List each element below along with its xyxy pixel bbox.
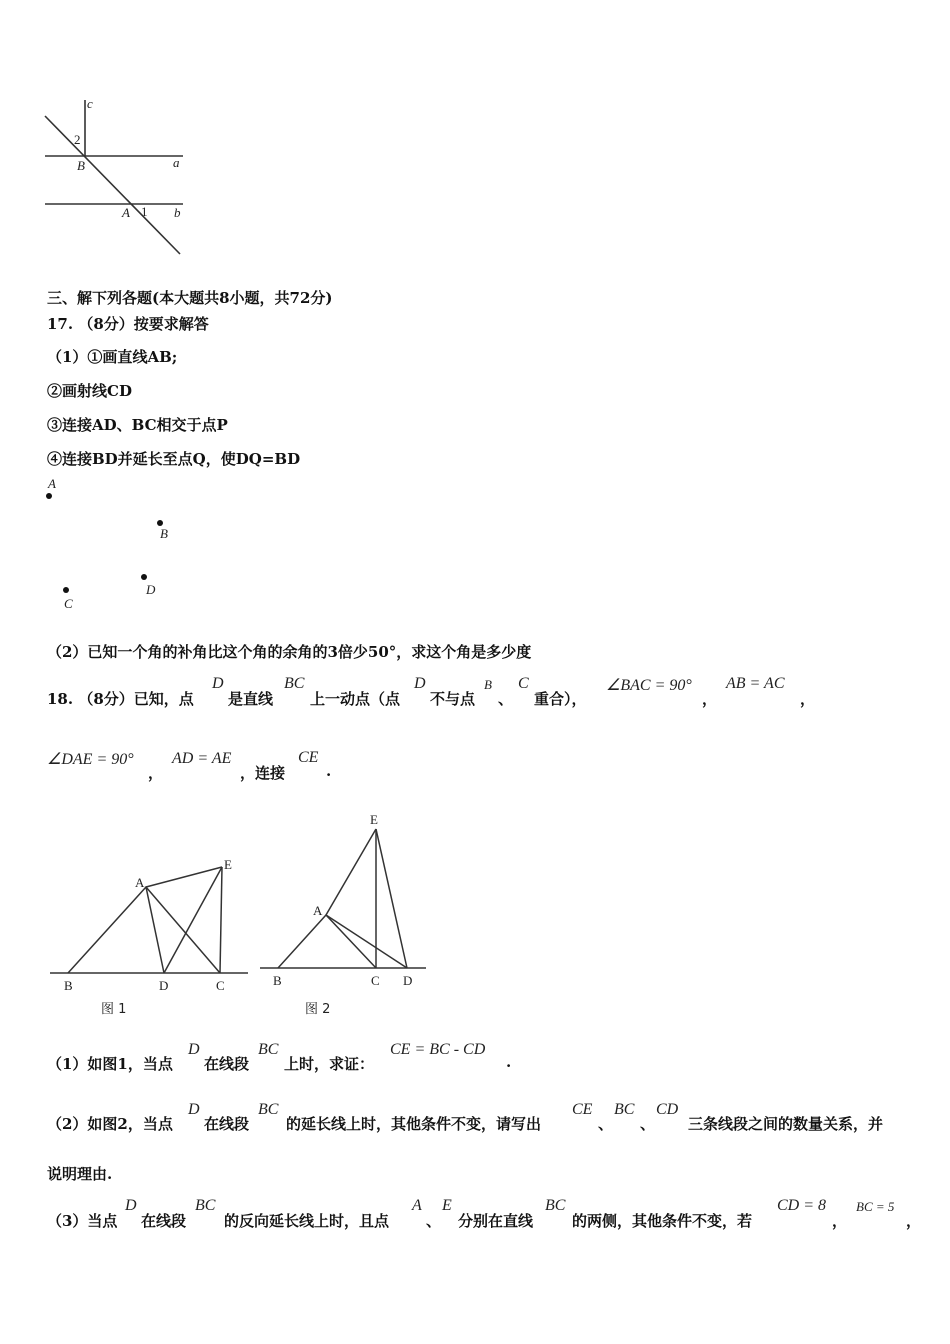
q17-step-1: （1）①画直线AB; xyxy=(47,348,178,366)
fig2-label-E: E xyxy=(370,812,378,827)
q17-part-2: （2）已知一个角的补角比这个角的余角的3倍少50°，求这个角是多少度 xyxy=(47,643,532,661)
q18-part2-mid: 的延长线上时，其他条件不变，请写出 xyxy=(286,1115,542,1133)
fig1-caption: 图 1 xyxy=(101,1002,127,1017)
q18-part3-cd-value: CD = 8 xyxy=(777,1197,827,1214)
q18-title: 18. （8分）已知，点 xyxy=(47,690,194,708)
q18-is-on-line: 是直线 xyxy=(228,690,274,708)
q18-part3-on-segment: 在线段 xyxy=(141,1212,187,1230)
q18-comma-2: ， xyxy=(800,690,816,708)
q18-part2-prefix: （2）如图2，当点 xyxy=(47,1115,173,1133)
fig2-label-A: A xyxy=(313,903,323,918)
q18-part3-var-D: D xyxy=(125,1197,137,1214)
q18-part3-var-E: E xyxy=(442,1197,452,1214)
q18-part2-var-BC-2: BC xyxy=(614,1101,635,1118)
point-D-label: D xyxy=(146,582,156,597)
fig1-label-C: C xyxy=(216,978,225,993)
q18-part1-on-segment: 在线段 xyxy=(204,1055,250,1073)
q18-part1-var-BC: BC xyxy=(258,1041,279,1058)
point-A-label: A xyxy=(48,476,56,491)
q18-connect: ，连接 xyxy=(240,764,286,782)
point-B-label: B xyxy=(160,526,168,541)
q18-part3-var-BC-2: BC xyxy=(545,1197,566,1214)
fig2-caption: 图 2 xyxy=(305,1002,331,1017)
q18-part3-bc-value: BC = 5 xyxy=(856,1199,895,1214)
label-B: B xyxy=(77,158,85,173)
fig1-label-A: A xyxy=(135,875,145,890)
q18-part1-mid: 上时，求证： xyxy=(284,1055,375,1073)
fig1-label-E: E xyxy=(224,857,232,872)
q18-part2-on-segment: 在线段 xyxy=(204,1115,250,1133)
q18-part2-var-D: D xyxy=(188,1101,200,1118)
q18-ad-ae: AD = AE xyxy=(172,750,232,767)
fig2-seg-AE xyxy=(326,829,376,915)
q18-var-B: B xyxy=(484,677,492,692)
fig2-seg-AD xyxy=(326,915,407,968)
q18-part1-prefix: （1）如图1，当点 xyxy=(47,1055,173,1073)
q18-part2-end: 三条线段之间的数量关系，并 xyxy=(688,1115,884,1133)
q18-var-CE: CE xyxy=(298,749,319,766)
fig2-triangle xyxy=(278,915,376,968)
q18-var-D-2: D xyxy=(414,675,426,692)
q18-part3-comma-1: ， xyxy=(832,1212,848,1230)
q18-ab-ac: AB = AC xyxy=(726,675,785,692)
q17-step-3: ③连接AD、BC相交于点P xyxy=(47,416,228,434)
fig2-label-D: D xyxy=(403,973,413,988)
label-a: a xyxy=(173,155,180,170)
q18-dun-1: 、 xyxy=(498,690,514,708)
q18-part2-var-CD: CD xyxy=(656,1101,679,1118)
q18-part2-var-CE: CE xyxy=(572,1101,593,1118)
q18-coincide: 重合）， xyxy=(534,690,587,708)
fig2-label-C: C xyxy=(371,973,380,988)
q18-moving-point: 上一动点（点 xyxy=(310,690,401,708)
q17-step-4: ④连接BD并延长至点Q，使DQ=BD xyxy=(47,450,301,468)
q18-var-C: C xyxy=(518,675,529,692)
q18-part3-comma-2: ， xyxy=(906,1212,922,1230)
q18-comma-3: ， xyxy=(148,764,164,782)
q18-part2-var-BC: BC xyxy=(258,1101,279,1118)
q18-var-D: D xyxy=(212,675,224,692)
label-angle-2: 2 xyxy=(74,132,81,147)
point-C-label: C xyxy=(64,596,73,611)
q18-comma-1: ， xyxy=(702,690,718,708)
q18-part3-mid2: 分别在直线 xyxy=(458,1212,534,1230)
q18-part3-dun: 、 xyxy=(426,1212,442,1230)
q18-period: . xyxy=(326,762,332,780)
fig1-label-D: D xyxy=(159,978,169,993)
section-heading: 三、解下列各题(本大题共8小题，共72分) xyxy=(47,289,333,307)
q18-part2-line2: 说明理由. xyxy=(47,1165,113,1183)
q17-title: 17. （8分）按要求解答 xyxy=(47,315,209,333)
q18-part3-var-BC: BC xyxy=(195,1197,216,1214)
label-angle-1: 1 xyxy=(141,204,148,219)
q18-part1-var-D: D xyxy=(188,1041,200,1058)
q18-part3-var-A: A xyxy=(412,1197,422,1214)
q18-angle-BAC: ∠BAC = 90° xyxy=(606,677,692,694)
q18-part3-mid: 的反向延长线上时，且点 xyxy=(224,1212,390,1230)
q18-var-BC: BC xyxy=(284,675,305,692)
fig2-label-B: B xyxy=(273,973,282,988)
q18-part3-mid3: 的两侧，其他条件不变，若 xyxy=(572,1212,753,1230)
q18-part3-prefix: （3）当点 xyxy=(47,1212,118,1230)
q18-part2-dun-1: 、 xyxy=(598,1115,614,1133)
label-c: c xyxy=(87,96,93,111)
label-b: b xyxy=(174,205,181,220)
label-A: A xyxy=(122,205,130,220)
q18-not-coincide: 不与点 xyxy=(430,690,476,708)
fig1-label-B: B xyxy=(64,978,73,993)
q17-step-2: ②画射线CD xyxy=(47,382,132,400)
q18-part2-dun-2: 、 xyxy=(640,1115,656,1133)
q18-part1-period: . xyxy=(506,1053,512,1071)
q18-part1-equation: CE = BC - CD xyxy=(390,1041,486,1058)
q18-angle-DAE: ∠DAE = 90° xyxy=(47,751,134,768)
fig2-seg-DE xyxy=(376,829,407,968)
